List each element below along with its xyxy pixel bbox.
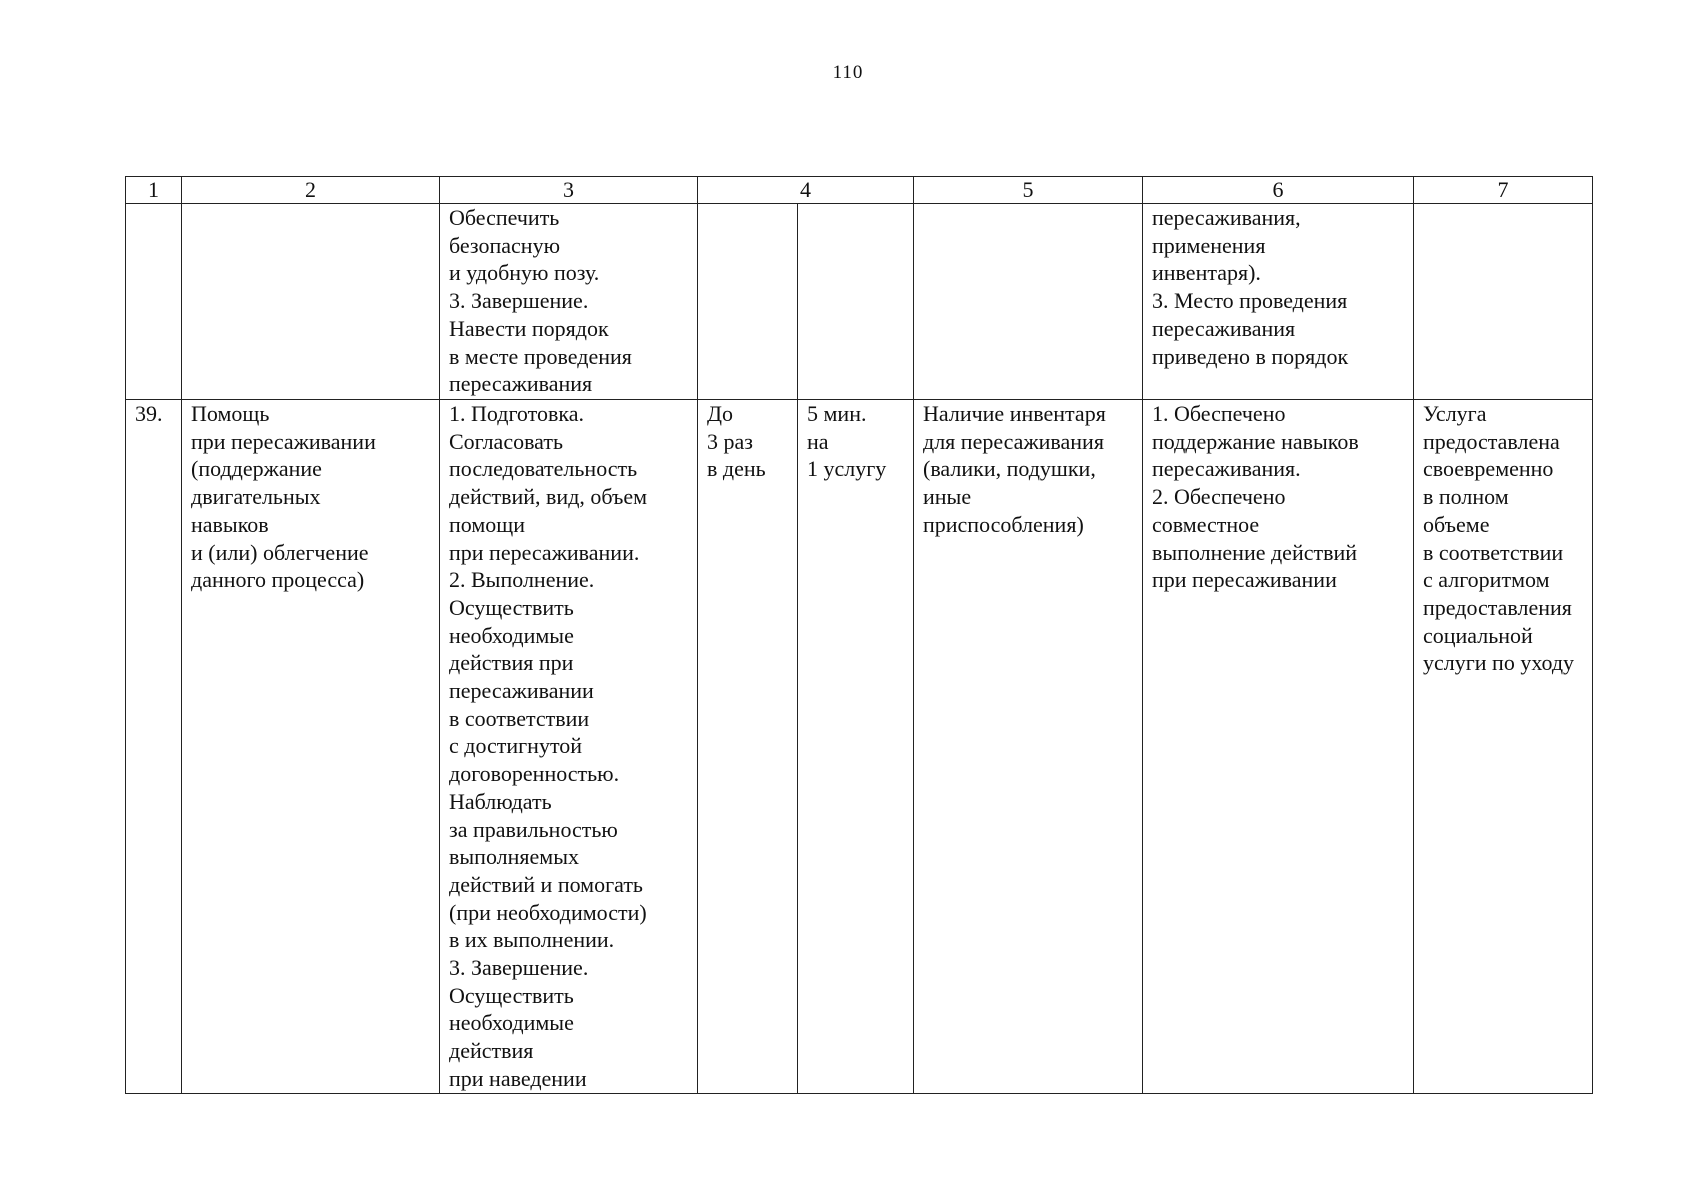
header-cell-1: 1 — [126, 177, 182, 204]
header-row — [126, 177, 1593, 204]
header-cell-7: 7 — [1414, 177, 1593, 204]
cont-col7-empty — [1414, 204, 1593, 400]
cont-col6-result: пересаживания, применения инвентаря). 3. Место проведения пересаживания приведено в порядок — [1143, 204, 1414, 400]
row-number: 39. — [126, 400, 182, 1094]
cont-col3-procedure: Обеспечить безопасную и удобную позу. 3. Завершение. Навести порядок в месте проведения пересаживания — [440, 204, 698, 400]
page-number: 110 — [832, 62, 864, 83]
header-cell-3: 3 — [440, 177, 698, 204]
cont-col4b-empty — [798, 204, 914, 400]
service-results: 1. Обеспечено поддержание навыков пересаживания. 2. Обеспечено совместное выполнение действий при пересаживании — [1143, 400, 1414, 1094]
service-frequency: До 3 раз в день — [698, 400, 798, 1094]
service-duration: 5 мин. на 1 услугу — [798, 400, 914, 1094]
cont-col1-empty — [126, 204, 182, 400]
cont-col2-empty — [182, 204, 440, 400]
service-evaluation: Услуга предоставлена своевременно в полном объеме в соответствии с алгоритмом предоставления социальной услуги по уходу — [1414, 400, 1593, 1094]
continuation-row — [126, 204, 1593, 400]
row-39 — [126, 400, 1593, 1094]
header-cell-6: 6 — [1143, 177, 1414, 204]
service-conditions: Наличие инвентаря для пересаживания (валики, подушки, иные приспособления) — [914, 400, 1143, 1094]
services-table — [125, 176, 1593, 1094]
header-cell-2: 2 — [182, 177, 440, 204]
header-cell-4: 4 — [698, 177, 914, 204]
cont-col5-empty — [914, 204, 1143, 400]
cont-col4a-empty — [698, 204, 798, 400]
service-name: Помощь при пересаживании (поддержание двигательных навыков и (или) облегчение данного процесса) — [182, 400, 440, 1094]
service-procedure: 1. Подготовка. Согласовать последовательность действий, вид, объем помощи при пересаживании. 2. Выполнение. Осуществить необходимые действия при пересаживании в соответствии с достигнутой договоренностью. Наблюдать за правильностью выполняемых действий и помогать (при необходимости) в их выполнении. 3. Завершение. Осуществить необходимые действия при наведении — [440, 400, 698, 1094]
header-cell-5: 5 — [914, 177, 1143, 204]
